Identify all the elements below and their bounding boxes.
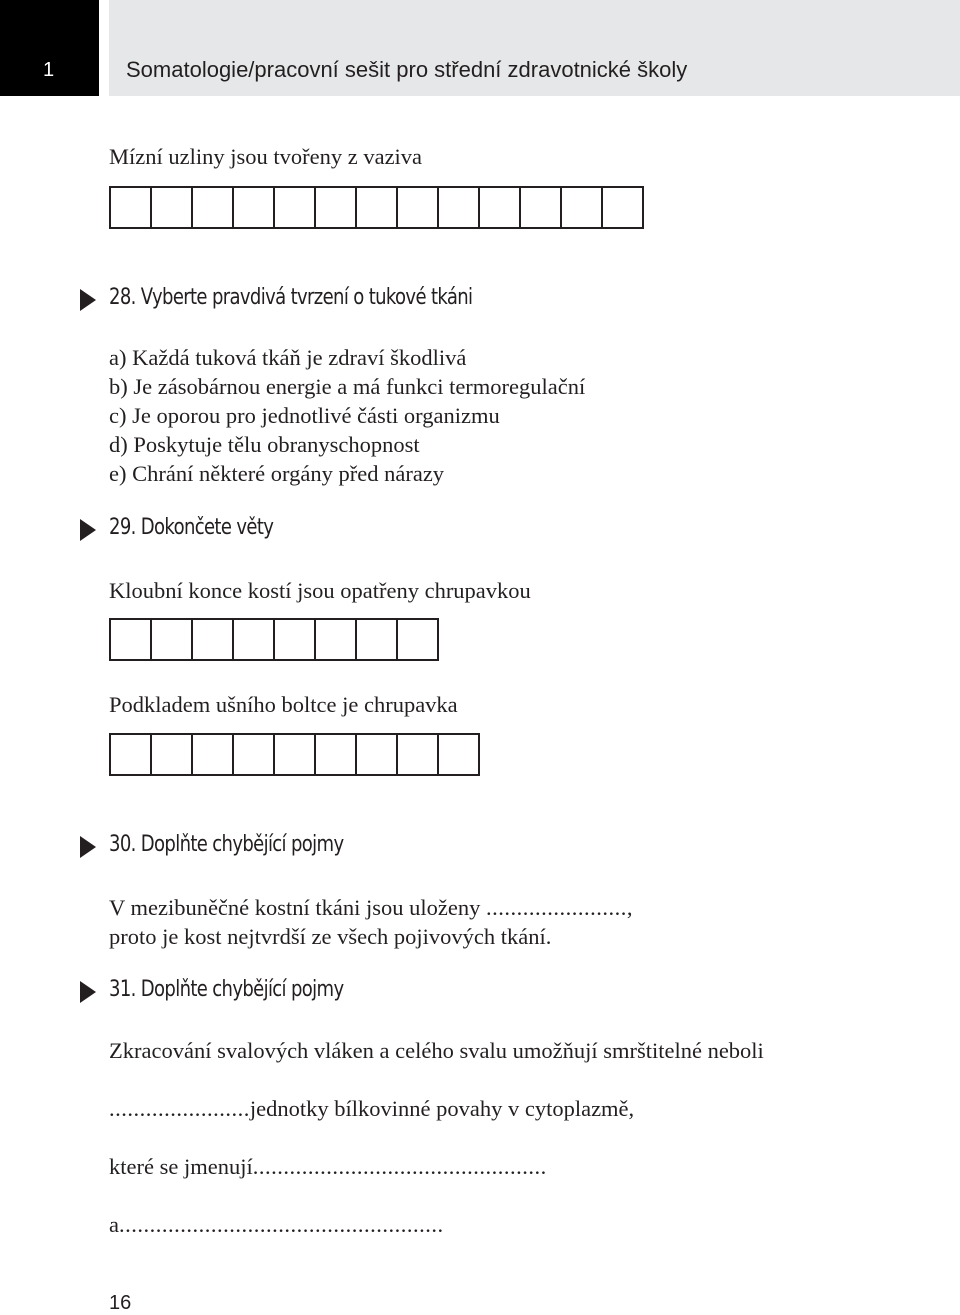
answer-cell[interactable] [191,618,234,661]
answer-cell[interactable] [232,733,275,776]
q31-line-2 [109,1094,634,1123]
answer-cell[interactable] [150,186,193,229]
answer-cell[interactable] [191,186,234,229]
q30-line-2: proto je kost nejtvrdší ze všech pojivových tkání. [109,924,552,949]
q28-option-a[interactable]: a) Každá tuková tkáň je zdraví škodlivá [109,345,467,370]
q31-blank-1[interactable]: ....................... [109,1096,250,1121]
q28-title: 28. Vyberte pravdivá tvrzení o tukové tkáni [109,285,473,310]
book-title: Somatologie/pracovní sešit pro střední zdravotnické školy [126,57,688,82]
answer-cell[interactable] [314,618,357,661]
answer-cell[interactable] [355,733,398,776]
page-number: 16 [109,1292,132,1314]
answer-cell[interactable] [396,186,439,229]
answer-cell[interactable] [150,618,193,661]
q28-option-b[interactable]: b) Je zásobárnou energie a má funkci termoregulační [109,374,586,399]
answer-cell[interactable] [232,618,275,661]
answer-cell[interactable] [273,733,316,776]
q30-line-1-text: V mezibuněčné kostní tkáni jsou uloženy [109,895,481,920]
answer-cell[interactable] [109,618,152,661]
answer-cell[interactable] [314,186,357,229]
answer-cell[interactable] [109,733,152,776]
q29-sentence-1: Kloubní konce kostí jsou opatřeny chrupavkou [109,578,531,603]
answer-cell[interactable] [355,618,398,661]
answer-cell[interactable] [314,733,357,776]
answer-cell[interactable] [437,733,480,776]
answer-cell[interactable] [273,618,316,661]
answer-cell[interactable] [273,186,316,229]
answer-cell[interactable] [232,186,275,229]
q31-blank-3[interactable]: ..................................................... [119,1212,444,1237]
q29-sentence-2: Podkladem ušního boltce je chrupavka [109,692,458,717]
q30-blank[interactable]: ......................., [486,895,634,920]
q28-option-c[interactable]: c) Je oporou pro jednotlivé části organizmu [109,403,500,428]
task-arrow-icon [80,836,96,858]
answer-cell[interactable] [478,186,521,229]
q31-line-3 [109,1152,547,1181]
answer-boxes-q29-2[interactable] [109,733,480,776]
q31-line-1: Zkracování svalových vláken a celého svalu umožňují smrštitelné neboli [109,1038,764,1063]
answer-cell[interactable] [601,186,644,229]
answer-cell[interactable] [560,186,603,229]
answer-cell[interactable] [396,618,439,661]
answer-boxes-q29-1[interactable] [109,618,439,661]
answer-boxes-q27[interactable] [109,186,644,229]
chapter-number: 1 [43,59,55,81]
answer-cell[interactable] [109,186,152,229]
answer-cell[interactable] [437,186,480,229]
chapter-number-box [0,0,99,96]
answer-cell[interactable] [355,186,398,229]
task-arrow-icon [80,519,96,541]
answer-cell[interactable] [519,186,562,229]
q31-line-3-text: které se jmenují [109,1154,253,1179]
q31-line-4-text: a [109,1212,119,1237]
q31-line-2-text: jednotky bílkovinné povahy v cytoplazmě, [249,1096,635,1121]
q31-blank-2[interactable]: ................................................ [252,1154,547,1179]
q29-title: 29. Dokončete věty [109,515,274,540]
q28-option-e[interactable]: e) Chrání některé orgány před nárazy [109,461,445,486]
header-bar [109,0,960,96]
q31-line-4 [109,1210,444,1239]
task-arrow-icon [80,289,96,311]
q27-sentence: Mízní uzliny jsou tvořeny z vaziva [109,144,423,169]
answer-cell[interactable] [150,733,193,776]
q30-line-1 [109,893,633,922]
answer-cell[interactable] [191,733,234,776]
q30-title: 30. Doplňte chybějící pojmy [109,832,344,857]
task-arrow-icon [80,981,96,1003]
q28-option-d[interactable]: d) Poskytuje tělu obranyschopnost [109,432,420,457]
q31-title: 31. Doplňte chybějící pojmy [109,977,344,1002]
answer-cell[interactable] [396,733,439,776]
